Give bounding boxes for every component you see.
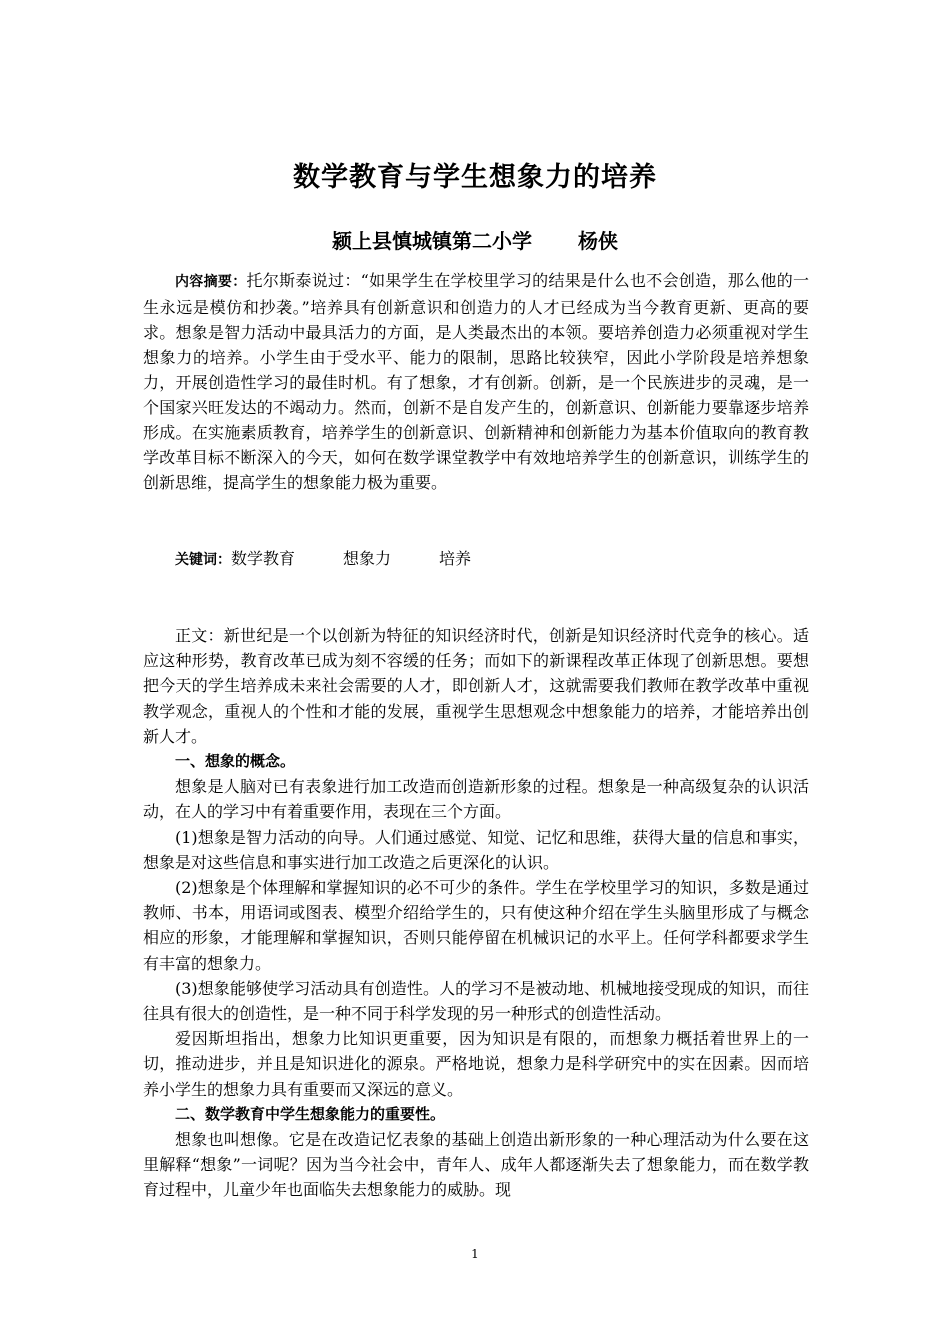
paragraph: 正文：新世纪是一个以创新为特征的知识经济时代，创新是知识经济时代竞争的核心。适应这种形势，教育改革已成为刻不容缓的任务；而如下的新课程改革正体现了创新思想。要想把今天的学生培养成未来社会需要的人才，即创新人才，这就需要我们教师在教学改革中重视教学观念，重视人的个性和才能的发展，重视学生思想观念中想象能力的培养，才能培养出创新人才。 bbox=[143, 626, 809, 746]
section-heading: 一、想象的概念。 bbox=[175, 752, 296, 771]
paragraph: 想象也叫想像。它是在改造记忆表象的基础上创造出新形象的一种心理活动为什么要在这里解释“想象”一词呢？因为当今社会中，青年人、成年人都逐渐失去了想象能力，而在数学教育过程中，儿童少年也面临失去想象能力的威胁。现 bbox=[143, 1130, 809, 1200]
author-line bbox=[0, 225, 950, 254]
keyword: 想象力 bbox=[343, 549, 392, 568]
author-name: 杨侠 bbox=[578, 229, 618, 253]
abstract bbox=[143, 268, 809, 495]
paragraph: (2)想象是个体理解和掌握知识的必不可少的条件。学生在学校里学习的知识，多数是通过教师、书本，用语词或图表、模型介绍给学生的，只有使这种介绍在学生头脑里形成了与概念相应的形象，才能理解和掌握知识，否则只能停留在机械识记的水平上。任何学科都要求学生有丰富的想象力。 bbox=[143, 878, 809, 973]
page-number: 1 bbox=[471, 1247, 479, 1261]
school-name: 颍上县慎城镇第二小学 bbox=[332, 229, 532, 253]
abstract-text: 托尔斯泰说过：“如果学生在学校里学习的结果是什么也不会创造，那么他的一生永远是模仿和抄袭。”培养具有创新意识和创造力的人才已经成为当今教育更新、更高的要求。想象是智力活动中最具活力的方面，是人类最杰出的本领。要培养创造力必须重视对学生想象力的培养。小学生由于受水平、能力的限制，思路比较狭窄，因此小学阶段是培养想象力，开展创造性学习的最佳时机。有了想象，才有创新。创新，是一个民族进步的灵魂，是一个国家兴旺发达的不竭动力。然而，创新不是自发产生的，创新意识、创新能力要靠逐步培养形成。在实施素质教育，培养学生的创新意识、创新精神和创新能力为基本价值取向的教育教学改革目标不断深入的今天，如何在数学课堂教学中有效地培养学生的创新意识，训练学生的创新思维，提高学生的想象能力极为重要。 bbox=[143, 271, 809, 492]
section-heading: 二、数学教育中学生想象能力的重要性。 bbox=[175, 1104, 446, 1123]
keywords bbox=[175, 546, 471, 573]
paragraph: (1)想象是智力活动的向导。人们通过感觉、知觉、记忆和思维，获得大量的信息和事实，想象是对这些信息和事实进行加工改造之后更深化的认识。 bbox=[143, 827, 809, 872]
paragraph: 爱因斯坦指出，想象力比知识更重要，因为知识是有限的，而想象力概括着世界上的一切，推动进步，并且是知识进化的源泉。严格地说，想象力是科学研究中的实在因素。因而培养小学生的想象力具有重要而又深远的意义。 bbox=[143, 1029, 809, 1099]
paragraph: 想象是人脑对已有表象进行加工改造而创造新形象的过程。想象是一种高级复杂的认识活动，在人的学习中有着重要作用，表现在三个方面。 bbox=[143, 777, 809, 822]
keywords-label: 关键词： bbox=[175, 552, 231, 568]
keyword: 培养 bbox=[439, 549, 472, 568]
document-title: 数学教育与学生想象力的培养 bbox=[293, 162, 657, 193]
paragraph: (3)想象能够使学习活动具有创造性。人的学习不是被动地、机械地接受现成的知识，而往往具有很大的创造性，是一种不同于科学发现的另一种形式的创造性活动。 bbox=[143, 978, 809, 1024]
body-text bbox=[143, 623, 809, 1203]
abstract-label: 内容摘要： bbox=[175, 274, 247, 290]
keyword: 数学教育 bbox=[231, 549, 296, 568]
